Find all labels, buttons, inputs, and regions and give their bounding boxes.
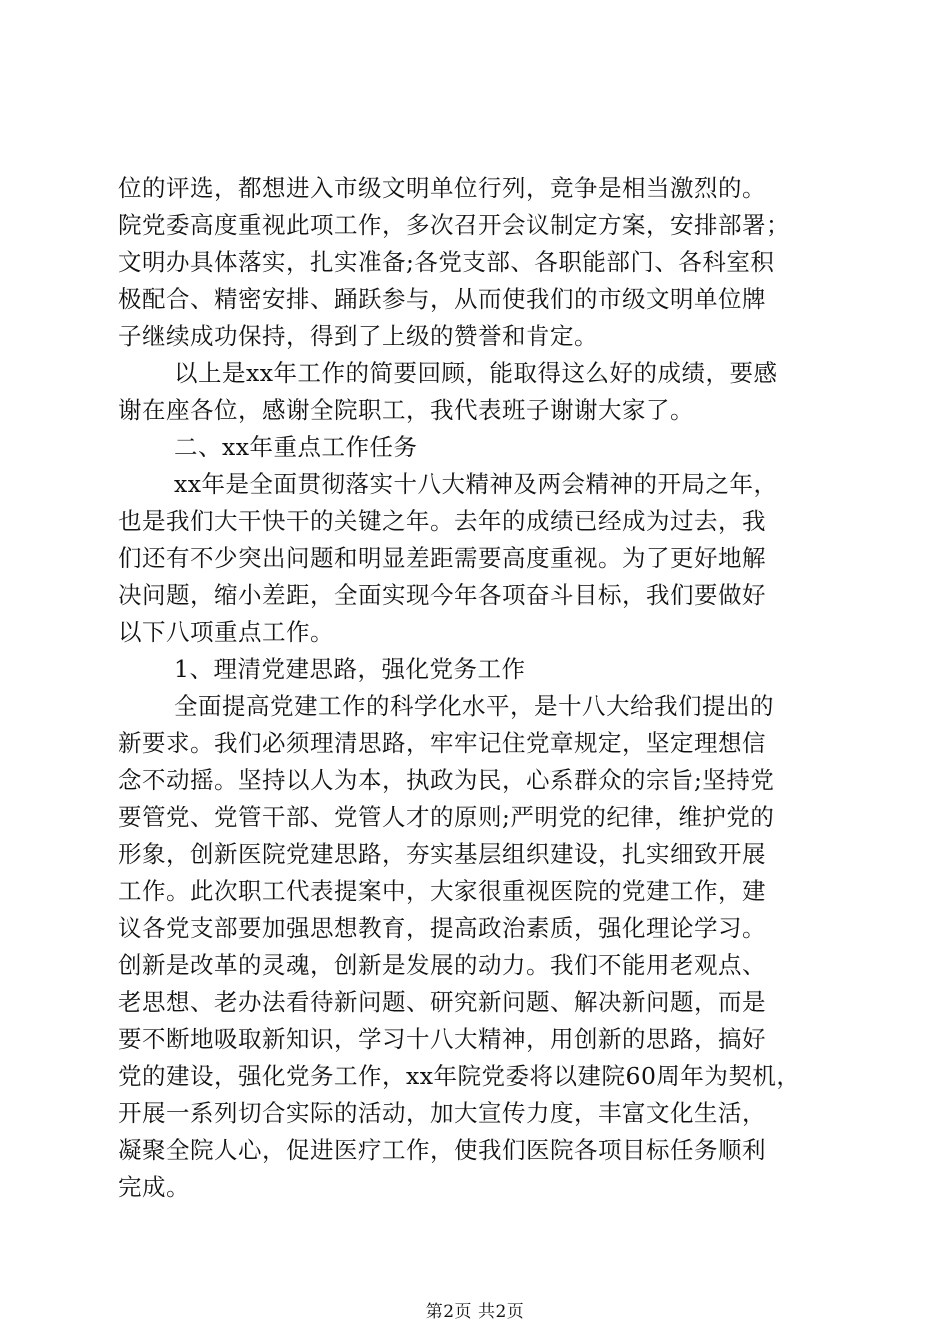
text-line: 老思想、老办法看待新问题、研究新问题、解决新问题，而是 bbox=[118, 988, 766, 1016]
document-body bbox=[118, 170, 838, 1206]
text-line: 也是我们大干快干的关键之年。去年的成绩已经成为过去，我 bbox=[118, 507, 766, 535]
text-line: 以上是xx年工作的简要回顾，能取得这么好的成绩，要感 bbox=[174, 359, 778, 387]
text-line: 念不动摇。坚持以人为本，执政为民，心系群众的宗旨;坚持党 bbox=[118, 766, 775, 794]
text-line: 创新是改革的灵魂，创新是发展的动力。我们不能用老观点、 bbox=[118, 951, 766, 979]
text-line: 院党委高度重视此项工作，多次召开会议制定方案，安排部署； bbox=[118, 211, 790, 239]
text-line: 要管党、党管干部、党管人才的原则;严明党的纪律，维护党的 bbox=[118, 803, 775, 831]
page-footer: 第2页 共2页 bbox=[425, 1302, 525, 1322]
text-line: 工作。此次职工代表提案中，大家很重视医院的党建工作，建 bbox=[118, 877, 766, 905]
text-line: 凝聚全院人心，促进医疗工作，使我们医院各项目标任务顺利 bbox=[118, 1136, 766, 1164]
text-line: 位的评选，都想进入市级文明单位行列，竞争是相当激烈的。 bbox=[118, 174, 766, 202]
text-line: 1、理清党建思路，强化党务工作 bbox=[174, 655, 526, 683]
text-line: 全面提高党建工作的科学化水平，是十八大给我们提出的 bbox=[174, 692, 774, 720]
text-line: 谢在座各位，感谢全院职工，我代表班子谢谢大家了。 bbox=[118, 396, 694, 424]
text-line: 开展一系列切合实际的活动，加大宣传力度，丰富文化生活， bbox=[118, 1099, 766, 1127]
text-line: 议各党支部要加强思想教育，提高政治素质，强化理论学习。 bbox=[118, 914, 766, 942]
text-line: 极配合、精密安排、踊跃参与，从而使我们的市级文明单位牌 bbox=[118, 285, 766, 313]
text-line: 形象，创新医院党建思路，夯实基层组织建设，扎实细致开展 bbox=[118, 840, 766, 868]
text-line: 子继续成功保持，得到了上级的赞誉和肯定。 bbox=[118, 322, 598, 350]
text-line: 决问题，缩小差距，全面实现今年各项奋斗目标，我们要做好 bbox=[118, 581, 766, 609]
text-line: 完成。 bbox=[118, 1173, 190, 1201]
text-line: 新要求。我们必须理清思路，牢牢记住党章规定，坚定理想信 bbox=[118, 729, 766, 757]
text-line: 二、xx年重点工作任务 bbox=[174, 433, 418, 461]
text-line: 党的建设，强化党务工作，xx年院党委将以建院60周年为契机， bbox=[118, 1062, 801, 1090]
text-line: 以下八项重点工作。 bbox=[118, 618, 334, 646]
text-line: 要不断地吸取新知识，学习十八大精神，用创新的思路，搞好 bbox=[118, 1025, 766, 1053]
text-line: xx年是全面贯彻落实十八大精神及两会精神的开局之年， bbox=[174, 470, 778, 498]
text-line: 文明办具体落实，扎实准备;各党支部、各职能部门、各科室积 bbox=[118, 248, 775, 276]
text-line: 们还有不少突出问题和明显差距需要高度重视。为了更好地解 bbox=[118, 544, 766, 572]
